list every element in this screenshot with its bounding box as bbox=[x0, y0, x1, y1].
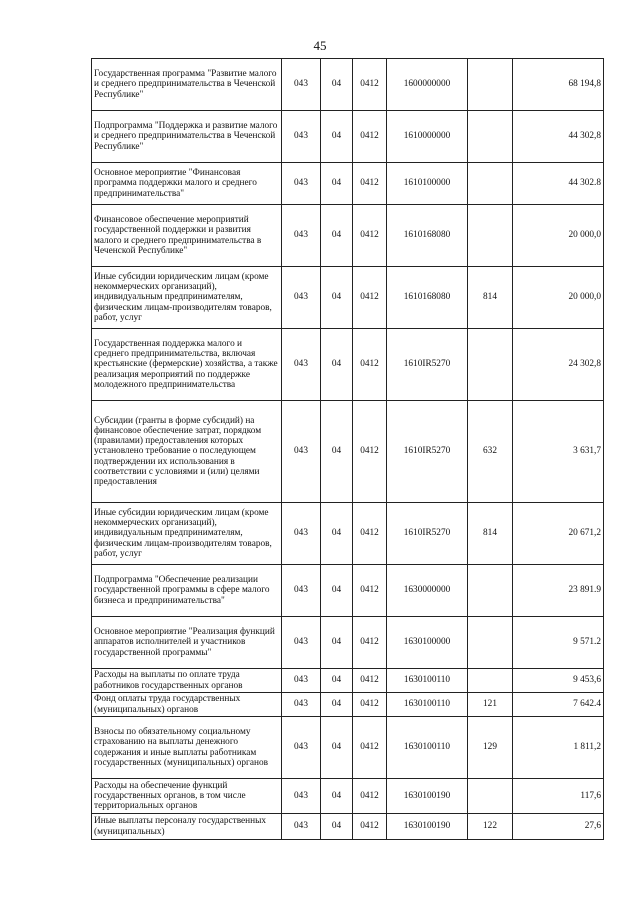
row-csr: 1630100110 bbox=[387, 669, 468, 693]
row-rz: 04 bbox=[321, 329, 353, 401]
row-rz: 04 bbox=[321, 565, 353, 617]
row-pr: 0412 bbox=[353, 693, 387, 717]
row-rz: 04 bbox=[321, 717, 353, 779]
table-row bbox=[92, 617, 604, 669]
row-ved: 043 bbox=[282, 111, 321, 163]
table-row bbox=[92, 329, 604, 401]
row-rz: 04 bbox=[321, 205, 353, 267]
row-vr: 122 bbox=[468, 814, 513, 840]
row-sum: 23 891.9 bbox=[513, 565, 604, 617]
row-vr bbox=[468, 111, 513, 163]
row-name: Основное мероприятие "Финансовая программа поддержки малого и среднего предпринимательства" bbox=[92, 163, 282, 205]
row-pr: 0412 bbox=[353, 669, 387, 693]
row-csr: 1610100000 bbox=[387, 163, 468, 205]
row-csr: 1630100110 bbox=[387, 717, 468, 779]
row-pr: 0412 bbox=[353, 814, 387, 840]
row-vr: 814 bbox=[468, 503, 513, 565]
row-vr: 632 bbox=[468, 401, 513, 503]
row-vr: 814 bbox=[468, 267, 513, 329]
table-row bbox=[92, 401, 604, 503]
table-row bbox=[92, 205, 604, 267]
row-sum: 44 302,8 bbox=[513, 111, 604, 163]
row-rz: 04 bbox=[321, 669, 353, 693]
row-pr: 0412 bbox=[353, 267, 387, 329]
table-row bbox=[92, 814, 604, 840]
row-ved: 043 bbox=[282, 814, 321, 840]
row-sum: 9 453,6 bbox=[513, 669, 604, 693]
row-ved: 043 bbox=[282, 717, 321, 779]
table-row bbox=[92, 267, 604, 329]
row-csr: 1630100190 bbox=[387, 779, 468, 814]
row-rz: 04 bbox=[321, 401, 353, 503]
row-ved: 043 bbox=[282, 779, 321, 814]
row-name: Подпрограмма "Поддержка и развитие малого и среднего предпринимательства в Чеченской Республике" bbox=[92, 111, 282, 163]
row-vr bbox=[468, 565, 513, 617]
row-csr: 1610168080 bbox=[387, 267, 468, 329]
row-ved: 043 bbox=[282, 693, 321, 717]
row-ved: 043 bbox=[282, 503, 321, 565]
row-csr: 1610168080 bbox=[387, 205, 468, 267]
row-name: Финансовое обеспечение мероприятий государственной поддержки и развития малого и среднего предпринимательства в Чеченской Республике" bbox=[92, 205, 282, 267]
row-sum: 20 000,0 bbox=[513, 267, 604, 329]
row-name: Иные субсидии юридическим лицам (кроме некоммерческих организаций), индивидуальным предпринимателям, физическим лицам-производителям товаров, работ, услуг bbox=[92, 267, 282, 329]
row-sum: 44 302.8 bbox=[513, 163, 604, 205]
row-sum: 68 194,8 bbox=[513, 59, 604, 111]
row-ved: 043 bbox=[282, 669, 321, 693]
row-pr: 0412 bbox=[353, 401, 387, 503]
table-row bbox=[92, 669, 604, 693]
row-sum: 3 631,7 bbox=[513, 401, 604, 503]
row-csr: 1610IR5270 bbox=[387, 503, 468, 565]
row-sum: 20 671,2 bbox=[513, 503, 604, 565]
row-name: Расходы на выплаты по оплате труда работников государственных органов bbox=[92, 669, 282, 693]
row-ved: 043 bbox=[282, 59, 321, 111]
row-rz: 04 bbox=[321, 503, 353, 565]
row-name: Взносы по обязательному социальному страхованию на выплаты денежного содержания и иные выплаты работникам государственных (муниципальных) органов bbox=[92, 717, 282, 779]
row-ved: 043 bbox=[282, 267, 321, 329]
row-pr: 0412 bbox=[353, 111, 387, 163]
row-name: Государственная программа "Развитие малого и среднего предпринимательства в Чеченской Республике" bbox=[92, 59, 282, 111]
row-csr: 1610000000 bbox=[387, 111, 468, 163]
row-pr: 0412 bbox=[353, 717, 387, 779]
row-vr bbox=[468, 617, 513, 669]
row-rz: 04 bbox=[321, 59, 353, 111]
row-rz: 04 bbox=[321, 267, 353, 329]
row-csr: 1610IR5270 bbox=[387, 401, 468, 503]
row-ved: 043 bbox=[282, 329, 321, 401]
row-vr bbox=[468, 329, 513, 401]
row-sum: 1 811,2 bbox=[513, 717, 604, 779]
row-pr: 0412 bbox=[353, 503, 387, 565]
row-ved: 043 bbox=[282, 565, 321, 617]
row-pr: 0412 bbox=[353, 779, 387, 814]
row-name: Государственная поддержка малого и среднего предпринимательства, включая крестьянские (фермерские) хозяйства, а также реализация мероприятий по поддержке молодежного предпринимательства bbox=[92, 329, 282, 401]
row-ved: 043 bbox=[282, 163, 321, 205]
table-row bbox=[92, 59, 604, 111]
row-rz: 04 bbox=[321, 617, 353, 669]
row-sum: 9 571.2 bbox=[513, 617, 604, 669]
row-sum: 7 642.4 bbox=[513, 693, 604, 717]
page-number: 45 bbox=[313, 38, 327, 53]
row-csr: 1630100190 bbox=[387, 814, 468, 840]
table-row bbox=[92, 565, 604, 617]
row-pr: 0412 bbox=[353, 163, 387, 205]
table-row bbox=[92, 779, 604, 814]
row-csr: 1610IR5270 bbox=[387, 329, 468, 401]
row-vr: 121 bbox=[468, 693, 513, 717]
table-row bbox=[92, 693, 604, 717]
table-row bbox=[92, 111, 604, 163]
row-pr: 0412 bbox=[353, 617, 387, 669]
row-sum: 27,6 bbox=[513, 814, 604, 840]
row-vr bbox=[468, 205, 513, 267]
row-rz: 04 bbox=[321, 111, 353, 163]
row-name: Иные субсидии юридическим лицам (кроме некоммерческих организаций), индивидуальным предпринимателям, физическим лицам-производителям товаров, работ, услуг bbox=[92, 503, 282, 565]
row-csr: 1630100110 bbox=[387, 693, 468, 717]
table-row bbox=[92, 163, 604, 205]
row-ved: 043 bbox=[282, 617, 321, 669]
row-csr: 1600000000 bbox=[387, 59, 468, 111]
row-vr: 129 bbox=[468, 717, 513, 779]
row-rz: 04 bbox=[321, 163, 353, 205]
row-rz: 04 bbox=[321, 779, 353, 814]
row-pr: 0412 bbox=[353, 329, 387, 401]
table-row bbox=[92, 503, 604, 565]
row-name: Подпрограмма "Обеспечение реализации государственной программы в сфере малого бизнеса и предпринимательства" bbox=[92, 565, 282, 617]
row-pr: 0412 bbox=[353, 205, 387, 267]
row-csr: 1630000000 bbox=[387, 565, 468, 617]
row-name: Фонд оплаты труда государственных (муниципальных) органов bbox=[92, 693, 282, 717]
row-sum: 117,6 bbox=[513, 779, 604, 814]
row-vr bbox=[468, 779, 513, 814]
row-rz: 04 bbox=[321, 693, 353, 717]
row-pr: 0412 bbox=[353, 565, 387, 617]
budget-table bbox=[91, 58, 604, 840]
row-vr bbox=[468, 59, 513, 111]
row-pr: 0412 bbox=[353, 59, 387, 111]
row-vr bbox=[468, 163, 513, 205]
row-sum: 20 000,0 bbox=[513, 205, 604, 267]
row-name: Основное мероприятие "Реализация функций аппаратов исполнителей и участников государственной программы" bbox=[92, 617, 282, 669]
row-vr bbox=[468, 669, 513, 693]
row-ved: 043 bbox=[282, 401, 321, 503]
row-name: Расходы на обеспечение функций государственных органов, в том числе территориальных органов bbox=[92, 779, 282, 814]
table-row bbox=[92, 717, 604, 779]
row-sum: 24 302,8 bbox=[513, 329, 604, 401]
row-ved: 043 bbox=[282, 205, 321, 267]
row-name: Иные выплаты персоналу государственных (муниципальных) bbox=[92, 814, 282, 840]
row-name: Субсидии (гранты в форме субсидий) на финансовое обеспечение затрат, порядком (правилами) предоставления которых установлено требование о последующем подтверждении их использования в соответствии с условиями и (или) целями предоставления bbox=[92, 401, 282, 503]
row-rz: 04 bbox=[321, 814, 353, 840]
row-csr: 1630100000 bbox=[387, 617, 468, 669]
